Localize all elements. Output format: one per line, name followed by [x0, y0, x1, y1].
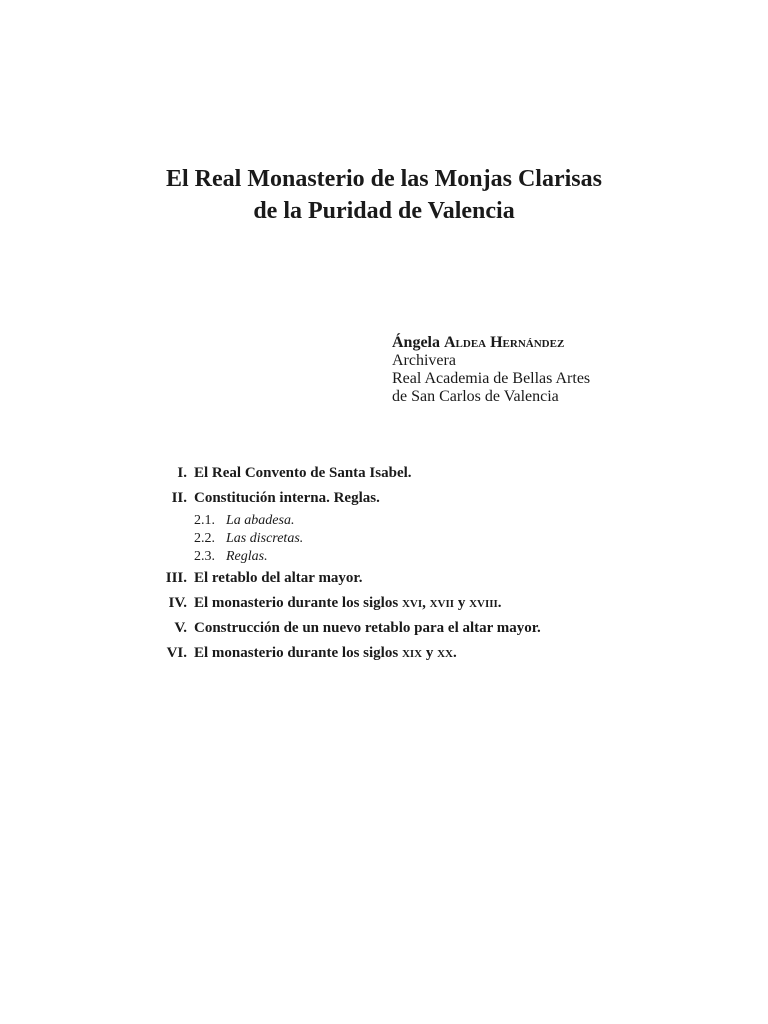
toc-entry-4	[150, 594, 710, 619]
toc-subentry-number: 2.1.	[194, 513, 215, 528]
author-role: Archivera	[392, 352, 456, 369]
toc-subentry-text: La abadesa.	[226, 513, 295, 528]
author-last-name: Aldea Hernández	[444, 334, 565, 351]
toc-entry-number: I.	[177, 465, 187, 481]
toc-entry-text	[194, 644, 457, 662]
toc-entry-number: II.	[171, 490, 187, 506]
toc-subentry-1	[150, 512, 710, 530]
toc-entry-text: Construcción de un nuevo retablo para el altar mayor.	[194, 620, 541, 636]
document-title	[0, 163, 768, 227]
toc-entry-text	[194, 594, 502, 612]
toc-subentry-number: 2.3.	[194, 549, 215, 564]
toc-entry-number: V.	[174, 620, 187, 636]
toc-text-part: y	[422, 645, 438, 661]
toc-entry-1	[150, 464, 710, 489]
author-affiliation-line-1: Real Academia de Bellas Artes	[392, 370, 591, 387]
toc-text-part: .	[497, 595, 502, 611]
toc-subentry-text: Las discretas.	[226, 531, 304, 546]
toc-entry-number: III.	[165, 570, 187, 586]
century-numeral: xx	[437, 645, 453, 661]
toc-subentry-number: 2.2.	[194, 531, 215, 546]
century-numeral: xvi	[401, 595, 423, 611]
toc-entry-2	[150, 489, 710, 510]
toc-entry-number: IV.	[168, 595, 187, 611]
toc-text-part: El monasterio durante los siglos	[194, 595, 402, 611]
toc-entry-6	[150, 644, 710, 669]
toc-subentry-2	[150, 530, 710, 548]
table-of-contents	[150, 464, 710, 669]
toc-entry-5	[150, 619, 710, 644]
century-numeral: xviii	[469, 595, 498, 611]
toc-subentries	[150, 510, 710, 569]
toc-entry-text: Constitución interna. Reglas.	[194, 490, 380, 506]
title-line-1: El Real Monasterio de las Monjas Clarisas	[166, 166, 602, 192]
toc-subentry-3	[150, 548, 710, 566]
author-affiliation-line-2: de San Carlos de Valencia	[392, 388, 559, 405]
author-block	[392, 334, 590, 406]
toc-text-part: El monasterio durante los siglos	[194, 645, 402, 661]
toc-text-part: ,	[422, 595, 430, 611]
century-numeral: xix	[401, 645, 423, 661]
toc-entry-3	[150, 569, 710, 594]
toc-text-part: .	[453, 645, 457, 661]
toc-subentry-text: Reglas.	[226, 549, 268, 564]
toc-entry-text: El Real Convento de Santa Isabel.	[194, 465, 412, 481]
toc-entry-number: VI.	[166, 645, 187, 661]
toc-text-part: y	[454, 595, 470, 611]
author-name	[392, 334, 590, 352]
century-numeral: xvii	[429, 595, 455, 611]
author-first-name: Ángela	[392, 334, 440, 351]
title-line-2: de la Puridad de Valencia	[253, 198, 515, 224]
toc-entry-text: El retablo del altar mayor.	[194, 570, 363, 586]
